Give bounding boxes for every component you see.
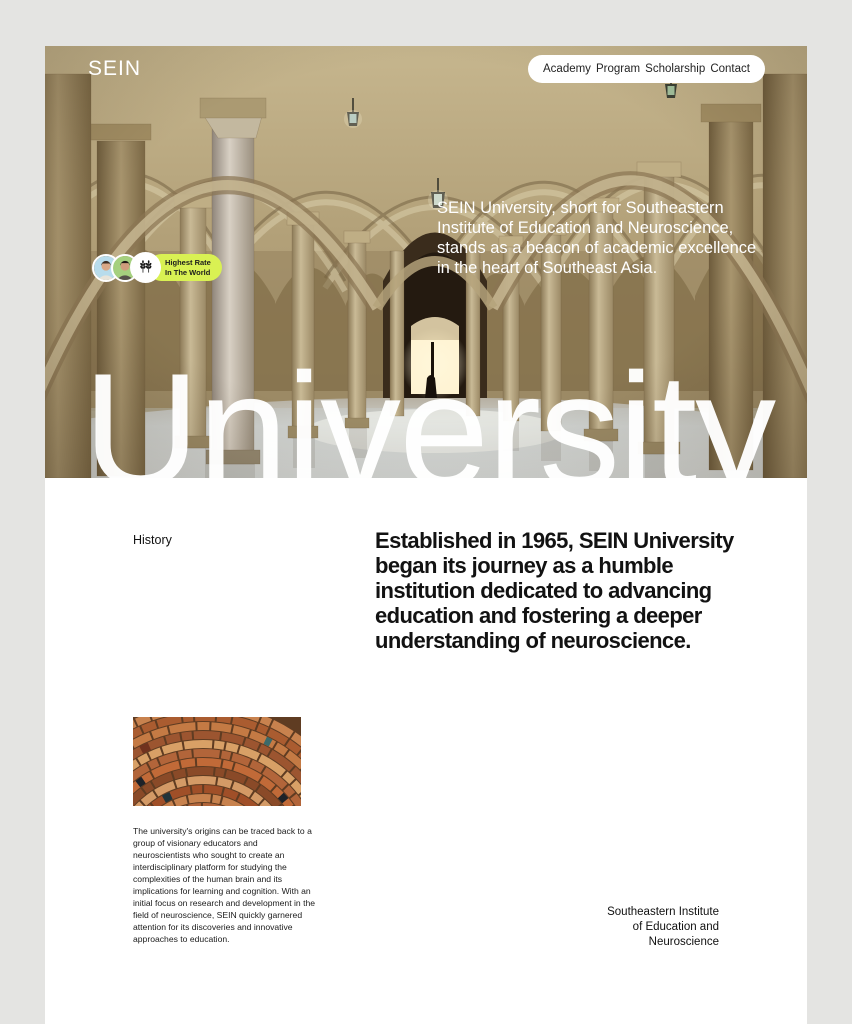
- hero-description: SEIN University, short for Southeastern Institute of Education and Neuroscience, stands as a beacon of academic excellence in the heart of Southeast Asia.: [437, 199, 757, 278]
- nav-item-contact[interactable]: Contact: [710, 63, 750, 75]
- hero-big-title: University: [83, 340, 775, 521]
- page-canvas: [45, 46, 807, 1024]
- institute-name: [607, 905, 719, 950]
- brand-logo[interactable]: SEIN: [88, 57, 142, 80]
- history-heading: Established in 1965, SEIN University began its journey as a humble institution dedicated to advancing education and fostering a deeper understanding of neuroscience.: [375, 528, 734, 653]
- history-body-text: The university's origins can be traced back to a group of visionary educators and neuroscientists who sought to create an interdisciplinary platform for studying the complexities of the human brain and its implications for learning and cognition. With an initial focus on research and development in the field of neuroscience, SEIN quickly garnered attention for its discoveries and innovative approaches to education.: [133, 826, 316, 944]
- institute-line-2: of Education and: [632, 921, 719, 933]
- nav-item-program[interactable]: Program: [596, 63, 641, 75]
- nav-item-scholarship[interactable]: Scholarship: [645, 63, 706, 75]
- stacked-books-illustration: [133, 717, 301, 806]
- history-label: History: [133, 533, 172, 547]
- institute-line-1: Southeastern Institute: [607, 906, 719, 918]
- laurel-icon: [130, 252, 161, 283]
- institute-line-3: Neuroscience: [648, 936, 719, 948]
- highest-rate-badge: [92, 251, 222, 284]
- history-section: [45, 478, 807, 1024]
- books-image: [133, 717, 301, 806]
- badge-line-2: In The World: [165, 267, 211, 277]
- hero-section: [45, 46, 807, 521]
- main-nav: [528, 55, 765, 83]
- badge-line-1: Highest Rate: [165, 257, 211, 267]
- nav-item-academy[interactable]: Academy: [543, 63, 591, 75]
